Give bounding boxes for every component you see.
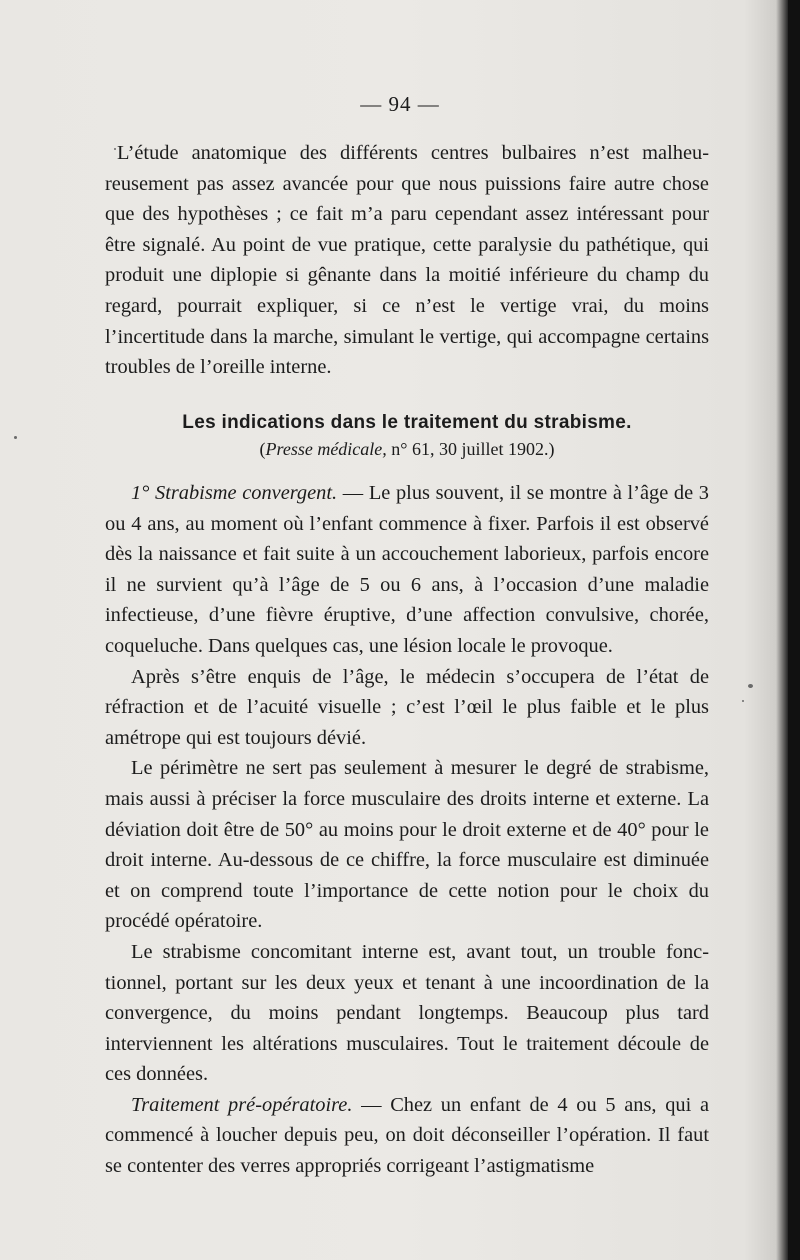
scan-dark-edge: [788, 0, 800, 1260]
scan-speck: [14, 436, 17, 439]
main-text-block: [105, 478, 709, 1182]
paragraph-label: 1° Strabisme convergent.: [131, 482, 338, 504]
paragraph-age-refraction: [105, 662, 709, 754]
paragraph-text: — Chez un enfant de 4 ou 5 ans, qui a commencé à loucher depuis peu, on doit déconseiller l’opération. Il faut se contenter des verres appropriés corrigeant l’astigmatisme: [105, 1093, 709, 1178]
source-details: n° 61, 30 juillet 1902.): [386, 439, 555, 459]
intro-paragraph: L’étude anatomique des différents centres bulbaires n’est malheureusement pas assez avancée pour que nous puissions faire autre chose que des hypothèses ; ce fait m’a paru cependant assez intéressant pour être signalé. Au point de vue pratique, cette paralysie du pathétique, qui produit une diplopie si gênante dans la moitié inférieure du champ du regard, pourrait expliquer, si ce n’est le vertige vrai, du moins l’incertitude dans la marche, simulant le vertige, qui accompagne certains troubles de l’oreille interne.: [105, 142, 709, 379]
paragraph-text: Après s’être enquis de l’âge, le médecin s’occupera de l’état de réfraction et de l’acuité visuelle ; c’est l’œil le plus faible et le plus amétrope qui est toujours dévié.: [105, 665, 709, 749]
source-open-paren: (: [259, 439, 266, 459]
intro-text-block: [105, 138, 709, 383]
source-citation: [105, 439, 709, 460]
paragraph-perimetre: [105, 753, 709, 937]
section-title: Les indications dans le traitement du strabisme.: [182, 412, 632, 433]
page-number: — 94 —: [360, 92, 440, 116]
paragraph-strabisme-convergent: [105, 478, 709, 662]
paragraph-text: Le strabisme concomitant interne est, avant tout, un trouble fonctionnel, portant sur les deux yeux et tenant à une incoordination de la convergence, du moins pendant longtemps. Beaucoup plus tard interviennent les altérations musculaires. Tout le traitement découle de ces données.: [105, 940, 709, 1086]
paragraph-text: Le périmètre ne sert pas seulement à mesurer le degré de strabisme, mais aussi à préciser la force musculaire des droits interne et externe. La déviation doit être de 50° au moins pour le droit externe et de 40° pour le droit interne. Au-dessous de ce chiffre, la force musculaire est diminuée et on comprend toute l’importance de cette notion pour le choix du procédé opératoire.: [105, 757, 709, 933]
scan-speck: [742, 700, 744, 702]
scan-speck: [748, 684, 753, 688]
paragraph-traitement-preoperatoire: [105, 1090, 709, 1182]
source-journal: Presse médicale,: [265, 439, 387, 459]
paragraph-label: Traitement pré-opératoire.: [131, 1093, 353, 1116]
paragraph-strabisme-concomitant: [105, 937, 709, 1090]
paragraph-text: — Le plus souvent, il se montre à l’âge de 3 ou 4 ans, au moment où l’enfant commence à fixer. Parfois il est observé dès la naissance et fait suite à un accouchement laborieux, parfois encore il ne survient qu’à l’âge de 5 ou 6 ans, à l’occasion d’une maladie infectieuse, d’une fièvre éruptive, d’une affection convulsive, chorée, coqueluche. Dans quelques cas, une lésion locale le provoque.: [105, 482, 710, 657]
scan-speck: [114, 148, 116, 150]
